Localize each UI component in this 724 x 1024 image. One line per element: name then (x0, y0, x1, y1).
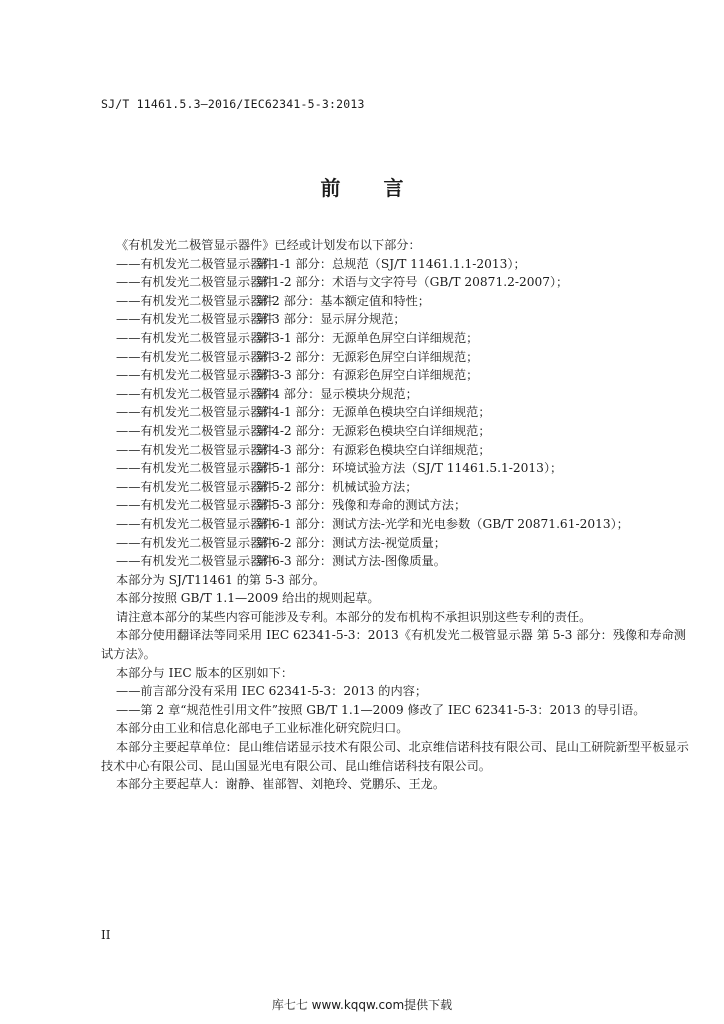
part-title: 第 3-2 部分：无源彩色屏空白详细规范； (256, 349, 479, 364)
part-title: 第 5-3 部分：残像和寿命的测试方法； (256, 498, 467, 513)
part-series-name: ——有机发光二极管显示器件 (116, 256, 275, 271)
part-series-name: ——有机发光二极管显示器件 (116, 535, 275, 550)
part-title: 第 5-1 部分：环境试验方法（SJ/T 11461.5.1-2013）； (256, 461, 563, 476)
part-series-name: ——有机发光二极管显示器件 (116, 479, 275, 494)
part-title: 第 5-2 部分：机械试验方法； (256, 479, 418, 494)
paragraph: 本部分按照 GB/T 1.1—2009 给出的规则起草。 (116, 591, 380, 606)
part-series-name: ——有机发光二极管显示器件 (116, 423, 275, 438)
part-title: 第 2 部分：基本额定值和特性； (256, 293, 430, 308)
part-list-item (101, 329, 691, 348)
part-list-item (101, 441, 691, 460)
page-title: 前 言 (320, 176, 422, 200)
part-list-item (101, 496, 691, 515)
part-title: 第 1-2 部分：术语与文字符号（GB/T 20871.2-2007）； (256, 275, 569, 290)
part-list-item (101, 292, 691, 311)
foreword-body (101, 236, 691, 794)
paragraph: 本部分为 SJ/T11461 的第 5-3 部分。 (116, 572, 326, 587)
part-series-name: ——有机发光二极管显示器件 (116, 293, 275, 308)
part-title: 第 3-1 部分：无源单色屏空白详细规范； (256, 330, 479, 345)
part-series-name: ——有机发光二极管显示器件 (116, 275, 275, 290)
download-footer: 库七七 www.kqqw.com提供下载 (271, 998, 453, 1012)
paragraph: 本部分由工业和信息化部电子工业标准化研究院归口。 (116, 721, 409, 736)
paragraph: 本部分与 IEC 版本的区别如下： (116, 665, 294, 680)
page-number: II (101, 928, 111, 942)
part-list-item (101, 310, 691, 329)
standard-code-header: SJ/T 11461.5.3—2016/IEC62341-5-3:2013 (101, 97, 365, 111)
part-list-item (101, 459, 691, 478)
part-list-item (101, 534, 691, 553)
part-title: 第 3-3 部分：有源彩色屏空白详细规范； (256, 368, 479, 383)
part-title: 第 6-2 部分：测试方法-视觉质量； (256, 535, 446, 550)
part-series-name: ——有机发光二极管显示器件 (116, 516, 275, 531)
paragraph: 请注意本部分的某些内容可能涉及专利。本部分的发布机构不承担识别这些专利的责任。 (116, 609, 592, 624)
part-list-item (101, 385, 691, 404)
part-series-name: ——有机发光二极管显示器件 (116, 386, 275, 401)
part-list-item (101, 515, 691, 534)
paragraph: 本部分主要起草单位：昆山维信诺显示技术有限公司、北京维信诺科技有限公司、昆山工研院新型平板显示技术中心有限公司、昆山国显光电有限公司、昆山维信诺科技有限公司。 (101, 740, 689, 773)
part-list-item (101, 552, 691, 571)
paragraph: ——第 2 章“规范性引用文件”按照 GB/T 1.1—2009 修改了 IEC 62341-5-3：2013 的导引语。 (116, 702, 646, 717)
paragraph: ——前言部分没有采用 IEC 62341-5-3：2013 的内容； (116, 684, 428, 699)
part-series-name: ——有机发光二极管显示器件 (116, 442, 275, 457)
paragraph: 本部分使用翻译法等同采用 IEC 62341-5-3：2013《有机发光二极管显示器 第 5-3 部分：残像和寿命测试方法》。 (101, 628, 686, 662)
part-list-item (101, 255, 691, 274)
part-title: 第 4-1 部分：无源单色模块空白详细规范； (256, 405, 491, 420)
part-list-item (101, 403, 691, 422)
part-series-name: ——有机发光二极管显示器件 (116, 368, 275, 383)
parts-list (101, 255, 691, 571)
part-list-item (101, 478, 691, 497)
part-title: 第 4-2 部分：无源彩色模块空白详细规范； (256, 423, 491, 438)
part-title: 第 1-1 部分：总规范（SJ/T 11461.1.1-2013）； (256, 256, 526, 271)
part-title: 第 4 部分：显示模块分规范； (256, 386, 418, 401)
part-list-item (101, 366, 691, 385)
part-list-item (101, 422, 691, 441)
part-list-item (101, 348, 691, 367)
part-list-item (101, 273, 691, 292)
part-series-name: ——有机发光二极管显示器件 (116, 312, 275, 327)
part-title: 第 3 部分：显示屏分规范； (256, 312, 406, 327)
part-series-name: ——有机发光二极管显示器件 (116, 405, 275, 420)
intro-line: 《有机发光二极管显示器件》已经或计划发布以下部分： (116, 238, 421, 252)
part-series-name: ——有机发光二极管显示器件 (116, 461, 275, 476)
part-series-name: ——有机发光二极管显示器件 (116, 330, 275, 345)
part-series-name: ——有机发光二极管显示器件 (116, 554, 275, 569)
part-series-name: ——有机发光二极管显示器件 (116, 349, 275, 364)
part-title: 第 6-1 部分：测试方法-光学和光电参数（GB/T 20871.61-2013）； (256, 516, 629, 531)
part-series-name: ——有机发光二极管显示器件 (116, 498, 275, 513)
paragraph: 本部分主要起草人：谢静、崔部智、刘艳玲、党鹏乐、王龙。 (116, 777, 446, 792)
part-title: 第 6-3 部分：测试方法-图像质量。 (256, 554, 446, 569)
part-title: 第 4-3 部分：有源彩色模块空白详细规范； (256, 442, 491, 457)
